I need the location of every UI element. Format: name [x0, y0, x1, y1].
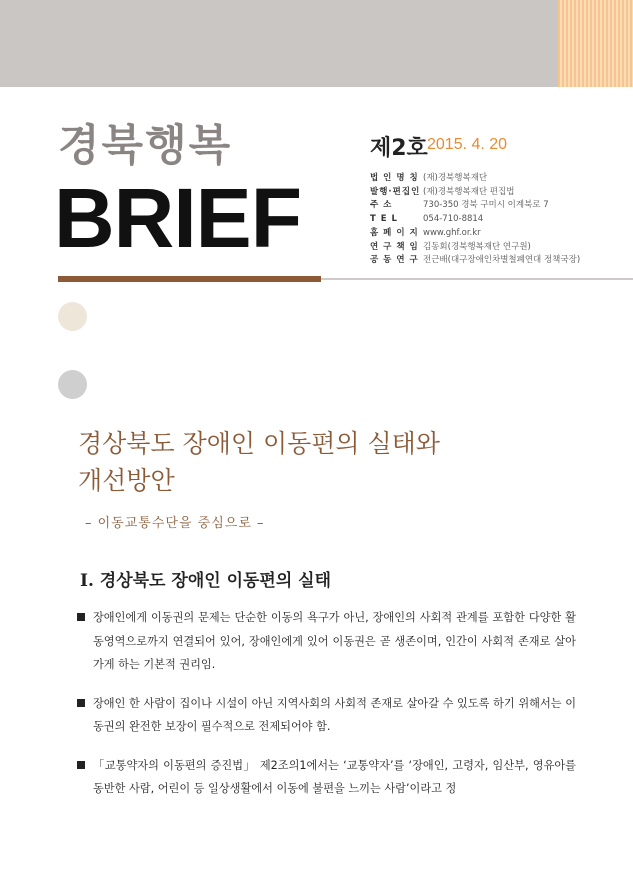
article-title-line2: 개선방안	[78, 466, 175, 495]
bullet-item: 「교통약자의 이동편의 증진법」 제2조의1에서는 ‘교통약자’를 ‘장애인, 고령자, 임산부, 영유아를 동반한 사람, 어린이 등 일상생활에서 이동에 불편을 느끼는 사람’이라고 정	[76, 754, 576, 801]
info-label: 연 구 책 임	[370, 241, 419, 252]
header-band	[0, 0, 558, 87]
info-value: (재)경북행복재단	[423, 173, 488, 183]
issue-date: 2015. 4. 20	[427, 136, 508, 153]
section-heading: Ⅰ. 경상북도 장애인 이동편의 실태	[80, 571, 332, 591]
info-value: 054-710-8814	[423, 214, 484, 225]
info-label: 홈 페 이 지	[370, 227, 419, 238]
header-divider-accent	[58, 276, 321, 282]
info-label: 주 소	[370, 200, 393, 211]
info-value: 730-350 경북 구미시 이계북로 7	[423, 200, 549, 211]
info-row-homepage	[370, 227, 580, 241]
homepage-link[interactable]: www.ghf.or.kr	[423, 227, 481, 238]
info-row-tel	[370, 213, 580, 227]
info-row-co-researcher	[370, 254, 580, 268]
issue-number: 제2호	[370, 136, 428, 161]
header-stripe-decoration	[558, 0, 633, 87]
info-label: T E L	[370, 214, 398, 225]
info-row-corp	[370, 172, 580, 186]
bullet-list	[76, 606, 576, 816]
info-label: 법 인 명 칭	[370, 173, 419, 183]
info-row-lead-researcher	[370, 241, 580, 255]
article-title-line1: 경상북도 장애인 이동편의 실태와	[78, 429, 440, 458]
info-row-address	[370, 199, 580, 213]
publication-info	[370, 172, 580, 268]
article-title	[78, 425, 440, 499]
header-divider-line	[321, 278, 633, 280]
article-subtitle: – 이동교통수단을 중심으로 –	[85, 516, 265, 531]
info-value: 전근배(대구장애인차별철폐연대 정책국장)	[423, 255, 581, 266]
info-value: (재)경북행복재단 편집법	[423, 186, 515, 197]
info-label: 발행·편집인	[370, 186, 421, 197]
series-title: 경북행복	[58, 121, 233, 171]
info-label: 공 동 연 구	[370, 255, 419, 266]
bullet-item: 장애인에게 이동권의 문제는 단순한 이동의 욕구가 아닌, 장애인의 사회적 관계를 포함한 다양한 활동영역으로까지 연결되어 있어, 장애인에게 있어 이동권은 곧 생존이며, 인간이 사회적 존재로 살아가게 하는 기본적 권리임.	[76, 606, 576, 677]
brief-logo-text: BRIEF	[54, 171, 301, 265]
decorative-circle-grey	[58, 370, 87, 399]
info-value: 김동회(경북행복재단 연구원)	[423, 241, 531, 252]
info-row-publisher	[370, 186, 580, 200]
decorative-circle-beige	[58, 302, 87, 331]
bullet-item: 장애인 한 사람이 집이나 시설이 아닌 지역사회의 사회적 존재로 살아갈 수 있도록 하기 위해서는 이동권의 완전한 보장이 필수적으로 전제되어야 함.	[76, 692, 576, 739]
